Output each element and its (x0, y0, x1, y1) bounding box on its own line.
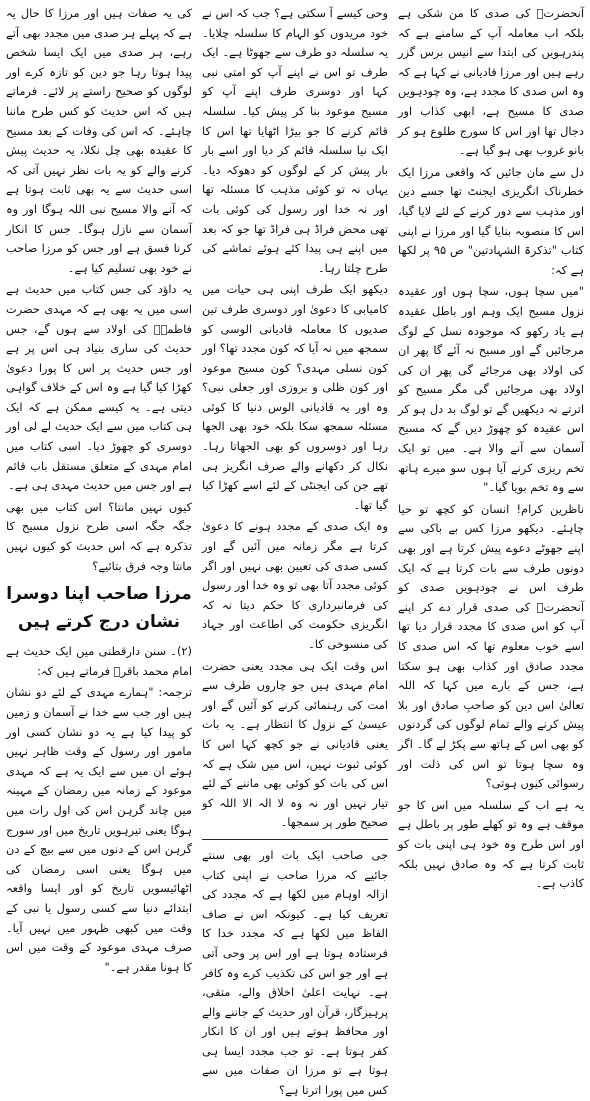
column-middle (202, 4, 388, 1098)
paragraph: یہ ہے اب کے سلسلہ میں اس کا جو موقف ہے وہ تو کھلے طور پر باطل ہے اور اس طرح وہ خود ہی اپنی بات کو ثابت کرتا ہے کہ وہ صادق نہیں بلکہ کاذب ہے۔ (398, 797, 584, 891)
paragraph: دیکھو ایک طرف اپنی ہی حیات میں کامیابی کا دعویٰ اور دوسری طرف تین صدیوں کا معاملہ قادیانی الوسی کو سمجھ میں نہ آیا کہ کون مجدد تھا؟ اور کون نسلی مہدی؟ کون مسیح موعود اور کون ظلی و بروزی اور جعلی نبی؟ وہ اور یہ قادیانی الوس دنیا کا کوئی مسئلہ سمجھ سکا بلکہ خود بھی الجھا رہا اور دوسروں کو بھی الجھاتا رہا۔ نکال کر دکھانے والے صرف انگریز ہی تھے جن کی ایجنٹی کے لئے اسے کھڑا کیا گیا تھا۔ (202, 282, 388, 512)
paragraph: کی یہ صفات ہیں اور مرزا کا حال یہ ہے کہ پہلے ہر صدی میں مجدد بھی آتے رہے، ہر صدی میں ایک ایسا شخص پیدا ہوتا رہا جو دین کو تازہ کرے اور لوگوں کو صحیح راستے پر لائے۔ فرماتے ہیں کہ اس حدیث کو کس طرح ماننا چاہئے۔ کہ اس کی وفات کے بعد مسیح کا عقیدہ بھی چل نکلا، یہ حدیث پیش کرنے والے کو یہ بات نظر نہیں آتی کہ اسی حدیث سے یہ بھی ثابت ہوتا ہے کہ آنے والا مسیح نبی اللہ ہوگا اور وہ آسمان سے نازل ہوگا۔ جس کا انکار کرنا فسق ہے اور جس کو مرزا صاحب نے خود بھی تسلیم کیا ہے۔ (6, 6, 192, 275)
paragraph: وہ ایک صدی کے مجدد ہونے کا دعویٰ کرتا ہے مگر زمانہ میں آئیں گے اور کسی صدی کی تعیین بھی نہیں اور اگر کوئی مجدد آتا بھی تو وہ خدا اور رسول کی فرمانبرداری کا حکم دیتا نہ کہ انگریزی حکومت کی اطاعت اور جہاد کی منسوخی کا۔ (202, 519, 388, 651)
paragraph: کیوں نہیں مانتا؟ اس کتاب میں بھی جگہ جگہ اسی طرح نزول مسیح کا تذکرہ ہے کہ اس حدیث کو کیوں نہیں مانتا وجہ فرق بتائیے؟ (6, 499, 192, 573)
paragraph: وحی کیسے آ سکتی ہے؟ جب کہ اس نے خود مریدوں کو الہام کا سلسلہ چلایا۔ یہ سلسلہ دو طرف سے جھوٹا ہے۔ ایک طرف تو اس نے اپنے آپ کو امتی نبی کہا اور دوسری طرف اپنے آپ کو مسیح موعود بنا کر پیش کیا۔ سلسلہ قائم کرنے کا جو بیڑا اٹھایا تھا اس کا ایک نیا سلسلہ قائم کر دیا اور اسے بار بار پیش کر کے لوگوں کو دھوکہ دیا۔ یہاں نہ تو کوئی مذہب کا مسئلہ تھا اور نہ خدا اور رسول کی کوئی بات تھی محض فراڈ ہی فراڈ تھا جو کہ بعد میں اپنے ہی پیدا کئے ہوئے تماشے کی طرح چلتا رہا۔ (202, 6, 388, 275)
section-heading: مرزا صاحب اپنا دوسرا نشان درج کرتے ہیں (6, 584, 192, 633)
paragraph: اس وقت ایک ہی مجدد یعنی حضرت امام مہدی ہیں جو چاروں طرف سے امت کی رہنمائی کرنے کو آئیں گے اور عیسیٰ کے نزول کا انتظار ہے۔ یہ بات یعنی قادیانی نے جو کچھ کہا اس کا کوئی ثبوت نہیں، اس میں شک ہے کہ اس کی بات کو کوئی بھی ماننے کے لئے تیار نہیں اور نہ وہ لا الہ الا اللہ کو صحیح طور پر سمجھا۔ (202, 658, 388, 830)
column-left (6, 4, 192, 974)
translation-paragraph: ترجمہ: "ہمارے مہدی کے لئے دو نشان ہیں اور جب سے خدا نے آسمان و زمین کو پیدا کیا ہے یہ دو نشان کسی اور مامور اور رسول کے وقت ظاہر نہیں ہوئے ان میں سے ایک یہ ہے کہ مہدی موعود کے زمانہ میں رمضان کے مہینہ میں چاند گرہن اس کی اول رات میں ہوگا یعنی تیرہویں تاریخ میں اور سورج گرہن اس کے دنوں میں سے بیچ کے دن میں ہوگا یعنی اسی رمضان کی اٹھائیسویں تاریخ کو اور ایسا واقعہ ابتدائے دنیا سے کسی رسول یا نبی کے وقت میں کبھی ظہور میں نہیں آیا۔ صرف مہدی موعود کے وقت میں اس کا ہونا مقدر ہے۔" (6, 685, 192, 974)
paragraph: جی صاحب ایک بات اور بھی سنتے جائیے کہ مرزا صاحب نے اپنی کتاب ازالہ اوہام میں لکھا ہے کہ مجدد کی تعریف کیا ہے۔ کیونکہ اس نے صاف الفاظ میں لکھا ہے کہ مجدد خدا کا فرستادہ ہوتا ہے اور اس پر وحی آتی ہے اور جو اس کی تکذیب کرے وہ کافر ہے۔ نہایت اعلیٰ اخلاق والے، متقی، پرہیزگار، قرآن اور حدیث کے جاننے والے اور محافظ ہوتے ہیں اور ان کا انکار کفر ہوتا ہے۔ تو جب مجدد ایسا ہی ہوتا ہے تو مرزا ان صفات میں سے کس میں پورا اترتا ہے؟ (202, 847, 388, 1098)
quotation: "میں سچا ہوں، سچا ہوں اور عقیدہ نزول مسیح ایک وہم اور باطل عقیدہ ہے یاد رکھو کہ موجودہ نسل کے لوگ مرجائیں گے اور مسیح نہ آئے گا پھر ان کی اولاد بھی مرجائے گی پھر ان کی اولاد بھی مرجائیں گی مگر مسیح کو اترتے نہ دیکھیں گے تو لوگ بد دل ہو کر اس عقیدہ کو چھوڑ دیں گے کہ مسیح آسمان سے آنے والا ہے۔ میں تو ایک تخم ریزی کرنے آیا ہوں سو میرے ہاتھ سے وہ تخم بویا گیا۔" (398, 284, 584, 495)
paragraph: یہ داؤد کی جس کتاب میں حدیث ہے اسی میں یہ بھی ہے کہ مہدی حضرت فاطمہؓ کی اولاد سے ہوں گے، جس حدیث کی ساری بنیاد ہی اس پر ہے اور جس حدیث پر اس کا پورا دعویٰ کھڑا کیا گیا ہے وہ اس کے خلاف گواہی دیتی ہے۔ یہ کیسے ممکن ہے کہ ایک ہی کتاب میں سے ایک حدیث لے لی اور دوسری کو چھوڑ دیا۔ اسی کتاب میں امام مہدی کے متعلق مستقل باب قائم ہے اور جس میں حدیث مہدی ہی ہے۔ (6, 282, 192, 493)
paragraph: ناظرین کرام! انسان کو کچھ تو حیا چاہئے۔ دیکھو مرزا کس بے باکی سے اپنے جھوٹے دعوے پیش کرتا ہے اور بھی دونوں طرف سے بات کرتا ہے کہ ایک طرف اس نے چودہویں صدی کو آنحضرتؐ کی صدی قرار دے کر اپنے آپ کو اس صدی کا مجدد قرار دیا تھا اسے خوب معلوم تھا کہ اس صدی کا مجدد صادق اور کذاب بھی ہو سکتا ہے، جس کے بارے میں کہا کہ اللہ تعالیٰ اس دین کو صاحبِ صادق اور بلا پیش کرنے والے تمام لوگوں کی گردنوں کو بھی اس کے ہاتھ سے پکڑ لے گا۔ اگر وہ سچا ہوتا تو اس کی ذلت اور رسوائی کیوں ہوتی؟ (398, 501, 584, 791)
text-columns (6, 4, 584, 1098)
paragraph: دل سے مان جائیں کہ واقعی مرزا ایک خطرناک انگریزی ایجنٹ تھا جسے دین اور مذہب سے دور کرنے کے لئے لایا گیا، اس کا منصوبہ بنایا گیا اور مرزا نے اپنی کتاب "تذکرۃ الشہادتین" ص ۹۵ پر لکھا ہے کہ: (398, 164, 584, 277)
column-right (398, 4, 584, 891)
section-divider (202, 839, 388, 840)
paragraph: آنحضرتؐ کی صدی کا من شکی ہے بلکہ اب معاملہ آپ کے سامنے ہے کہ پندرہویں کی ابتدا سے انیس برس گزر رہے ہیں اور مرزا قادیانی نے کہا ہے کہ وہ اس صدی کا مجدد ہے، وہ چودہویں صدی کا مسیح ہے، ابھی کذاب اور دجال تھا اور اس کا سورج طلوع ہو کر بانو غروب بھی ہو گیا ہے۔ (398, 6, 584, 158)
hadith-reference: (۲)۔ سنن دارقطنی میں ایک حدیث ہے امام محمد باقرؒ فرماتے ہیں کہ: (6, 644, 192, 678)
